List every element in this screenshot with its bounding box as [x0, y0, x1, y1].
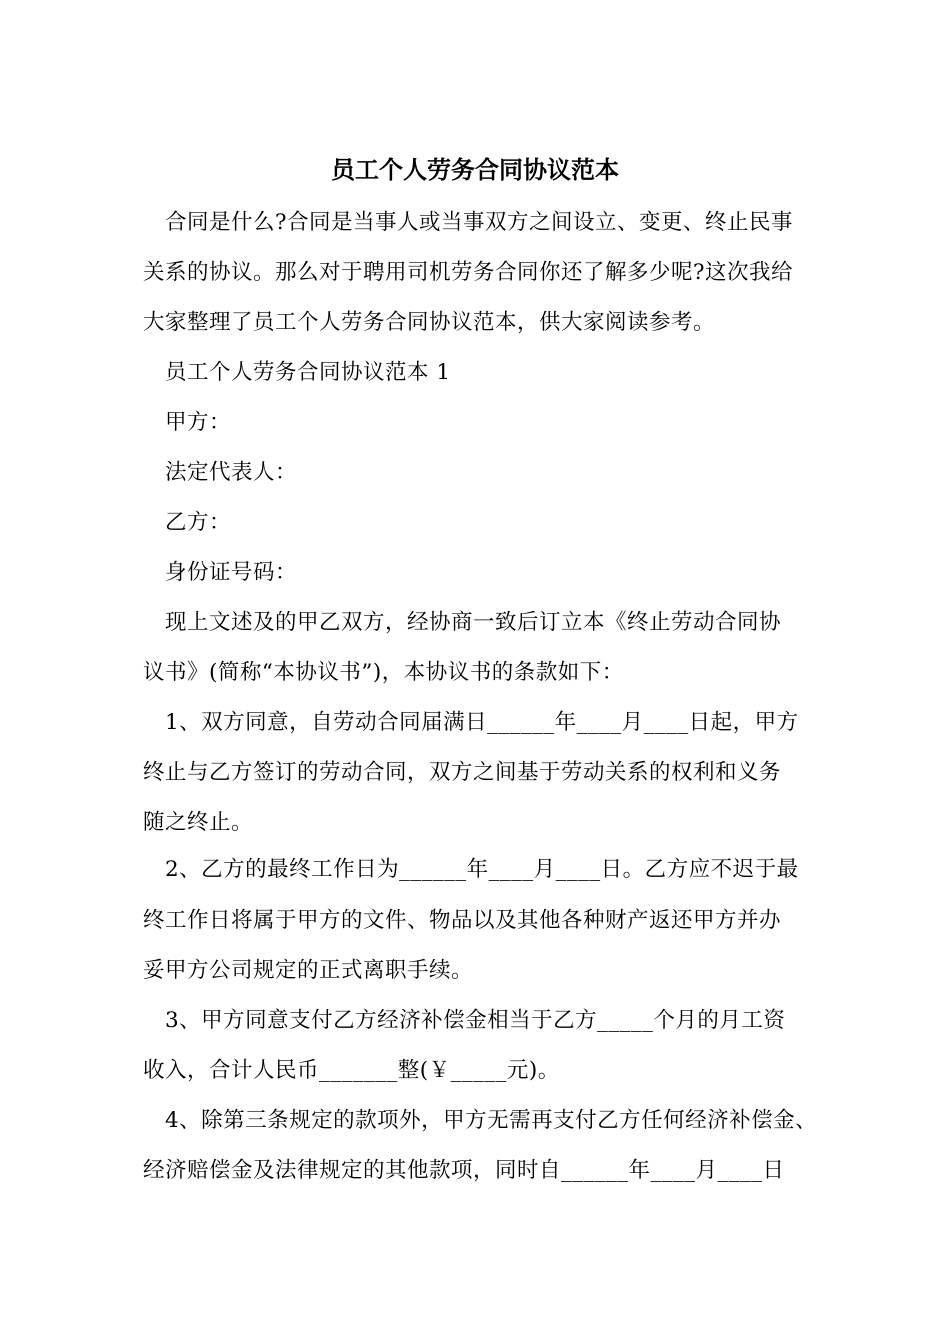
clause-line: 终止与乙方签订的劳动合同，双方之间基于劳动关系的权利和义务 — [143, 760, 782, 785]
document-title: 员工个人劳务合同协议范本 — [331, 156, 619, 184]
clause-line: 3、甲方同意支付乙方经济补偿金相当于乙方_____个月的月工资 — [165, 1008, 786, 1033]
clause-line: 2、乙方的最终工作日为______年____月____日。乙方应不迟于最 — [165, 857, 799, 882]
paragraph-line: 大家整理了员工个人劳务合同协议范本，供大家阅读参考。 — [143, 310, 716, 335]
paragraph-line: 合同是什么?合同是当事人或当事双方之间设立、变更、终止民事 — [165, 210, 794, 235]
id-number-label: 身份证号码： — [165, 560, 298, 585]
paragraph-line: 关系的协议。那么对于聘用司机劳务合同你还了解多少呢?这次我给 — [143, 260, 794, 285]
clause-line: 经济赔偿金及法律规定的其他款项，同时自______年____月____日 — [143, 1158, 785, 1183]
clause-line: 妥甲方公司规定的正式离职手续。 — [143, 958, 474, 983]
party-a-label: 甲方： — [165, 410, 232, 435]
clause-line: 随之终止。 — [143, 810, 254, 835]
clause-line: 收入，合计人民币_______整(￥_____元)。 — [143, 1058, 560, 1083]
legal-representative-label: 法定代表人： — [165, 460, 298, 485]
paragraph-line: 议书》(简称“本协议书”)，本协议书的条款如下： — [143, 660, 624, 685]
party-b-label: 乙方： — [165, 510, 232, 535]
paragraph-line: 现上文述及的甲乙双方，经协商一致后订立本《终止劳动合同协 — [165, 610, 782, 635]
clause-line: 终工作日将属于甲方的文件、物品以及其他各种财产返还甲方并办 — [143, 908, 782, 933]
clause-line: 4、除第三条规定的款项外，甲方无需再支付乙方任何经济补偿金、 — [165, 1108, 818, 1133]
clause-line: 1、双方同意，自劳动合同届满日______年____月____日起，甲方 — [165, 710, 799, 735]
section-heading: 员工个人劳务合同协议范本 1 — [165, 360, 451, 385]
